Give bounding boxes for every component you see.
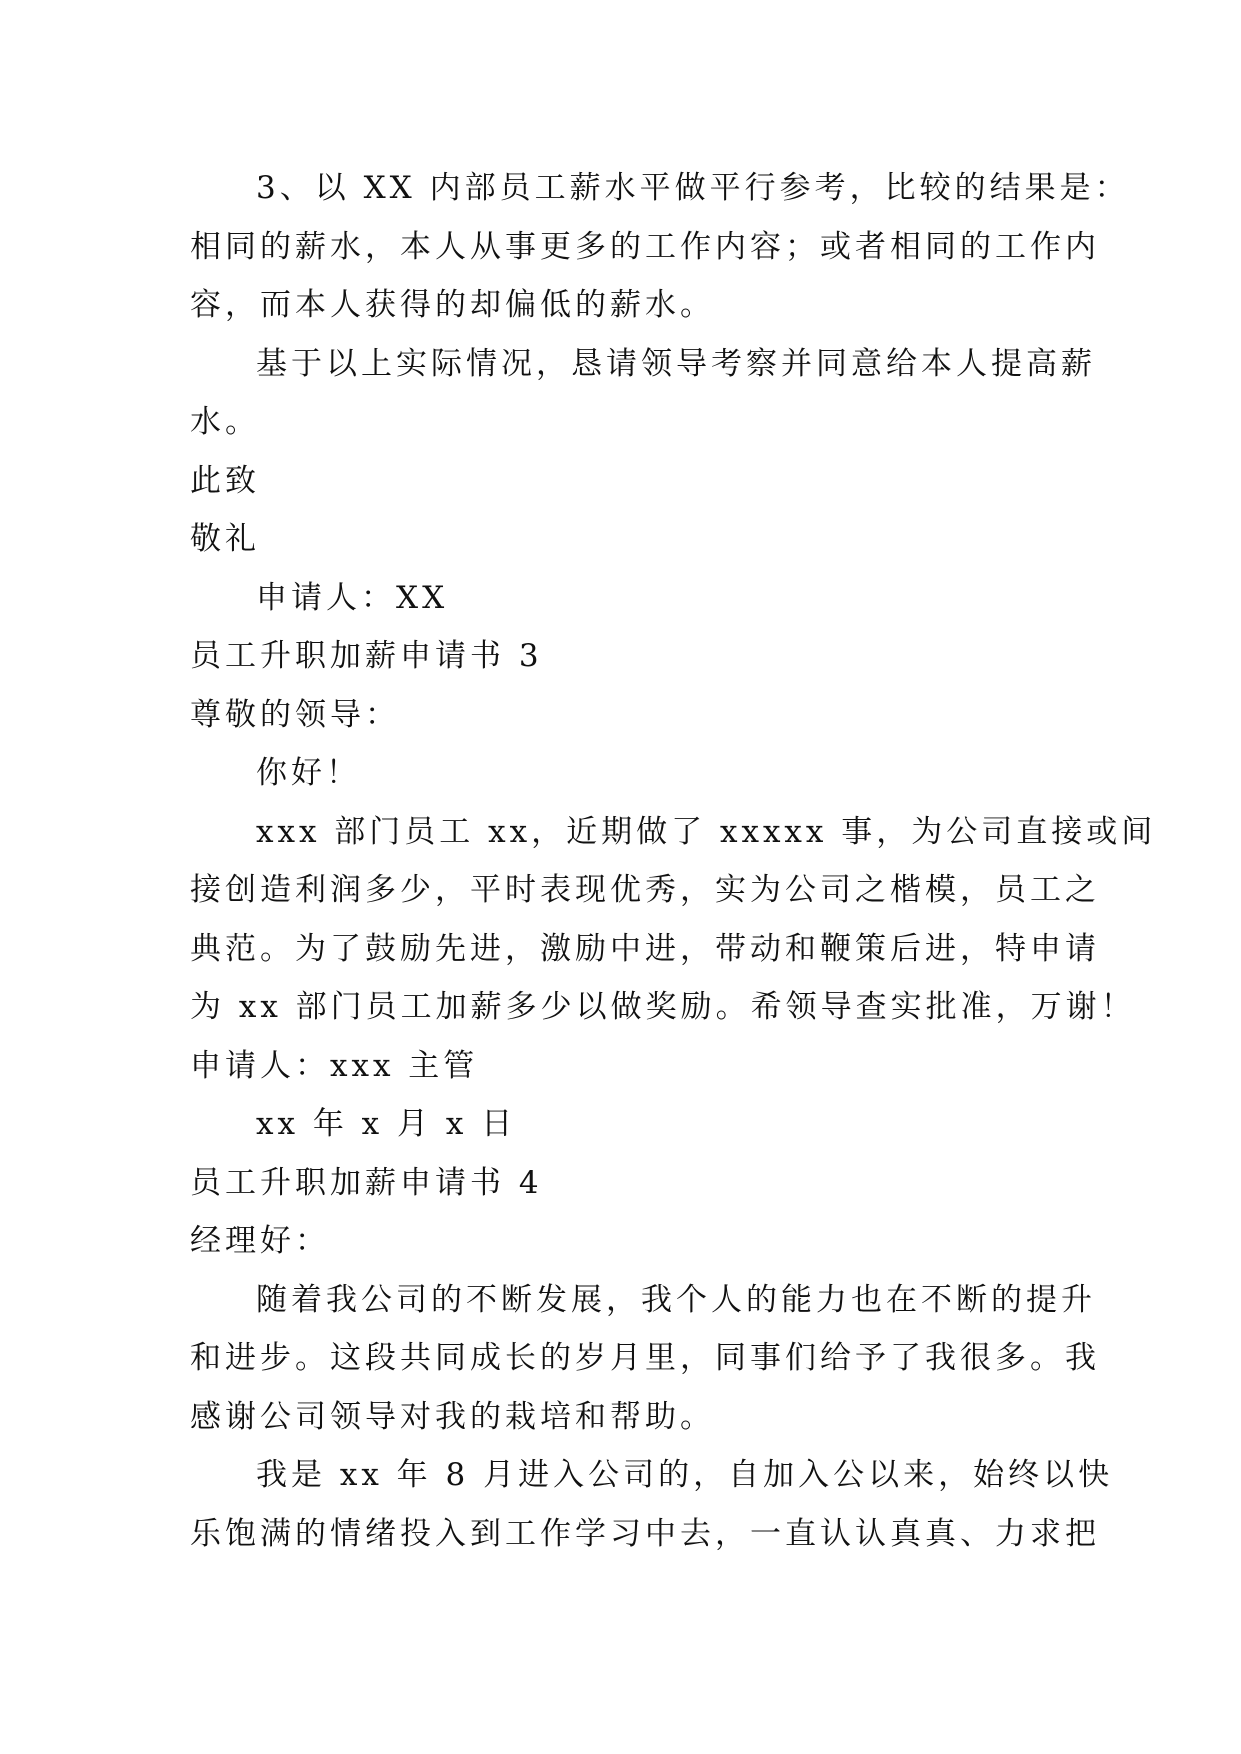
paragraph-line: 相同的薪水，本人从事更多的工作内容；或者相同的工作内 [190, 228, 1100, 265]
document-body [190, 159, 1157, 1563]
paragraph-line: 水。 [190, 404, 260, 440]
paragraph-line: 基于以上实际情况，恳请领导考察并同意给本人提高薪 [256, 345, 1096, 382]
section-heading: 员工升职加薪申请书 3 [190, 638, 543, 674]
paragraph-line: 感谢公司领导对我的栽培和帮助。 [190, 1398, 715, 1435]
paragraph-line: 和进步。这段共同成长的岁月里，同事们给予了我很多。我 [190, 1340, 1100, 1376]
paragraph-line: 接创造利润多少，平时表现优秀，实为公司之楷模，员工之 [190, 872, 1100, 908]
paragraph-line: 容，而本人获得的却偏低的薪水。 [190, 287, 715, 323]
salutation: 尊敬的领导： [190, 696, 400, 733]
section-heading: 员工升职加薪申请书 4 [190, 1164, 543, 1201]
paragraph-line: xxx 部门员工 xx，近期做了 xxxxx 事，为公司直接或间 [256, 813, 1157, 850]
closing-salute: 敬礼 [190, 521, 260, 557]
paragraph-line: 我是 xx 年 8 月进入公司的，自加入公以来，始终以快 [256, 1457, 1114, 1493]
paragraph-line: 乐饱满的情绪投入到工作学习中去，一直认认真真、力求把 [190, 1515, 1100, 1552]
applicant-signature: 申请人：XX [256, 579, 449, 616]
greeting: 你好！ [256, 755, 361, 791]
salutation: 经理好： [190, 1223, 330, 1259]
paragraph-line: 随着我公司的不断发展，我个人的能力也在不断的提升 [256, 1281, 1096, 1318]
paragraph-line: 典范。为了鼓励先进，激励中进，带动和鞭策后进，特申请 [190, 930, 1100, 967]
paragraph-line: 为 xx 部门员工加薪多少以做奖励。希领导查实批准，万谢！ [190, 989, 1136, 1025]
applicant-signature: 申请人：xxx 主管 [190, 1047, 479, 1084]
closing-line: 此致 [190, 462, 260, 499]
paragraph-line: 3、以 XX 内部员工薪水平做平行参考，比较的结果是： [256, 170, 1130, 206]
signature-date: xx 年 x 月 x 日 [256, 1106, 517, 1142]
